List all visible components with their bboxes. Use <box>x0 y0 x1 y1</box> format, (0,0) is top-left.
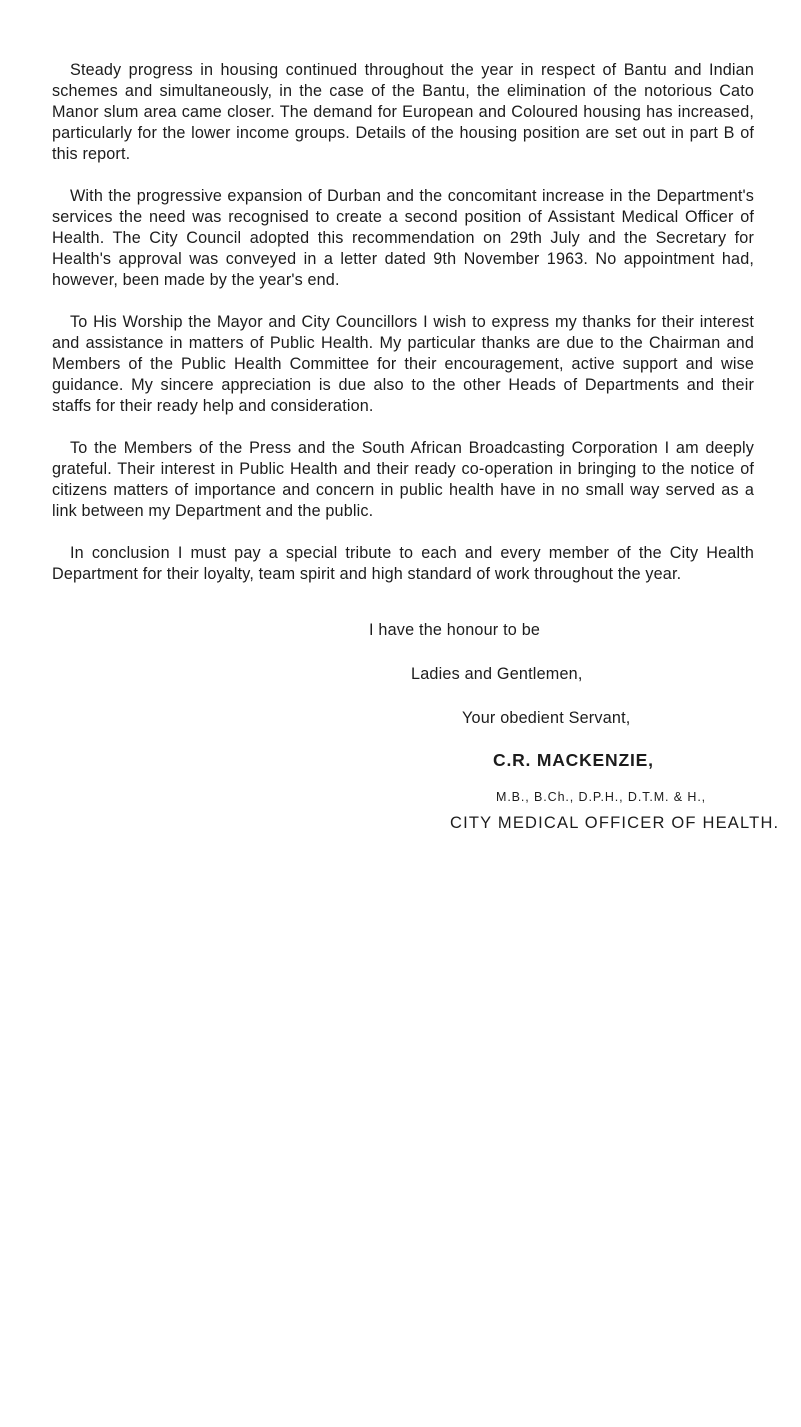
signatory-qualifications: M.B., B.Ch., D.P.H., D.T.M. & H., <box>496 790 707 804</box>
paragraph-housing: Steady progress in housing continued throughout the year in respect of Bantu and Indian schemes and simultaneously, in the case of the Bantu, the elimination of the notorious Cato Manor slum area came closer. The demand for European and Coloured housing has increased, particularly for the lower income groups. Details of the housing position are set out in part B of this report. <box>52 61 754 163</box>
paragraph-conclusion: In conclusion I must pay a special tribute to each and every member of the City Health Department for their loyalty, team spirit and high standard of work throughout the year. <box>52 544 754 583</box>
paragraph-assistant-moh: With the progressive expansion of Durban and the concomitant increase in the Department's services the need was recognised to create a second position of Assistant Medical Officer of Health. The City Council adopted this recommendation on 29th July and the Secretary for Health's approval was conveyed in a letter dated 9th November 1963. No appointment had, however, been made by the year's end. <box>52 187 754 289</box>
closing-honour-line: I have the honour to be <box>369 621 541 639</box>
signatory-name: C.R. MACKENZIE, <box>493 750 654 770</box>
closing-servant-line: Your obedient Servant, <box>462 709 631 727</box>
paragraph-thanks-press: To the Members of the Press and the South African Broadcasting Corporation I am deeply grateful. Their interest in Public Health and their ready co-operation in bringing to the notice of citizens matters of importance and concern in public health have in no small way served as a link between my Department and the public. <box>52 439 754 520</box>
letter-body <box>52 60 754 606</box>
paragraph-thanks-council: To His Worship the Mayor and City Councillors I wish to express my thanks for their interest and assistance in matters of Public Health. My particular thanks are due to the Chairman and Members of the Public Health Committee for their encouragement, active support and wise guidance. My sincere appreciation is due also to the other Heads of Departments and their staffs for their ready help and consideration. <box>52 313 754 415</box>
closing-salutation-line: Ladies and Gentlemen, <box>411 665 583 683</box>
signatory-title: CITY MEDICAL OFFICER OF HEALTH. <box>450 814 780 832</box>
